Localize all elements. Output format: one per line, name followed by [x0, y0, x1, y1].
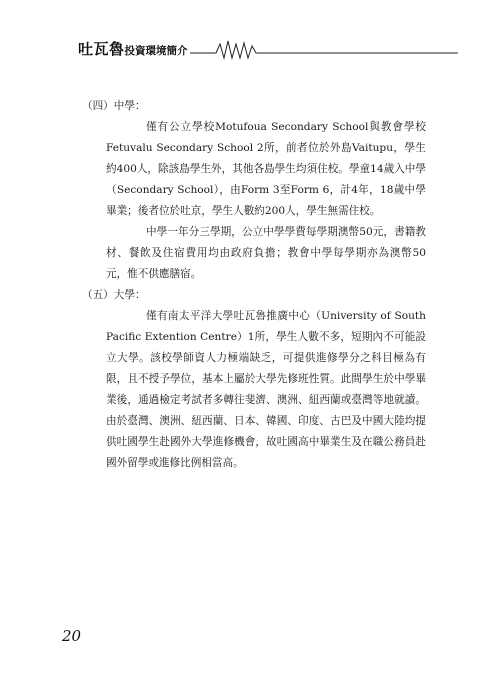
page-number: 20 [62, 627, 82, 645]
section-heading-university: （五）大學： [82, 289, 146, 301]
header-title [78, 38, 188, 59]
running-header [78, 36, 458, 62]
page-body [82, 96, 426, 474]
header-title-small: 投資環境簡介 [124, 45, 188, 57]
section-heading-secondary-school: （四）中學： [82, 100, 146, 112]
paragraph: 僅有南太平洋大學吐瓦魯推廣中心（University of South Pacific Extention Centre）1所，學生人數不多，短期內不可能設立大學。該校學師資人力極端缺乏，可提供進修學分之科目極為有限，且不授予學位，基本上屬於大學先修班性質。此間學生於中學畢業後，通過檢定考試者多轉往斐濟、澳洲、紐西蘭或臺灣等地就讀。由於臺灣、澳洲、紐西蘭、日本、韓國、印度、古巴及中國大陸均提供吐國學生赴國外大學進修機會，故吐國高中畢業生及在職公務員赴國外留學或進修比例相當高。 [106, 310, 426, 469]
paragraph: 中學一年分三學期，公立中學學費每學期澳幣50元，書籍教材、餐飲及住宿費用均由政府負擔；教會中學每學期亦為澳幣50元，惟不供應膳宿。 [106, 226, 426, 280]
paragraph: 僅有公立學校Motufoua Secondary School與教會學校Fetuvalu Secondary School 2所，前者位於外島Vaitupu，學生約400人，除該島學生外，其他各島學生均須住校。學童14歲入中學（Secondary School），由Form 3至Form 6，計4年，18歲中學畢業；後者位於吐京，學生人數約200人，學生無需住校。 [106, 121, 426, 217]
header-title-large: 吐瓦魯 [78, 40, 125, 58]
